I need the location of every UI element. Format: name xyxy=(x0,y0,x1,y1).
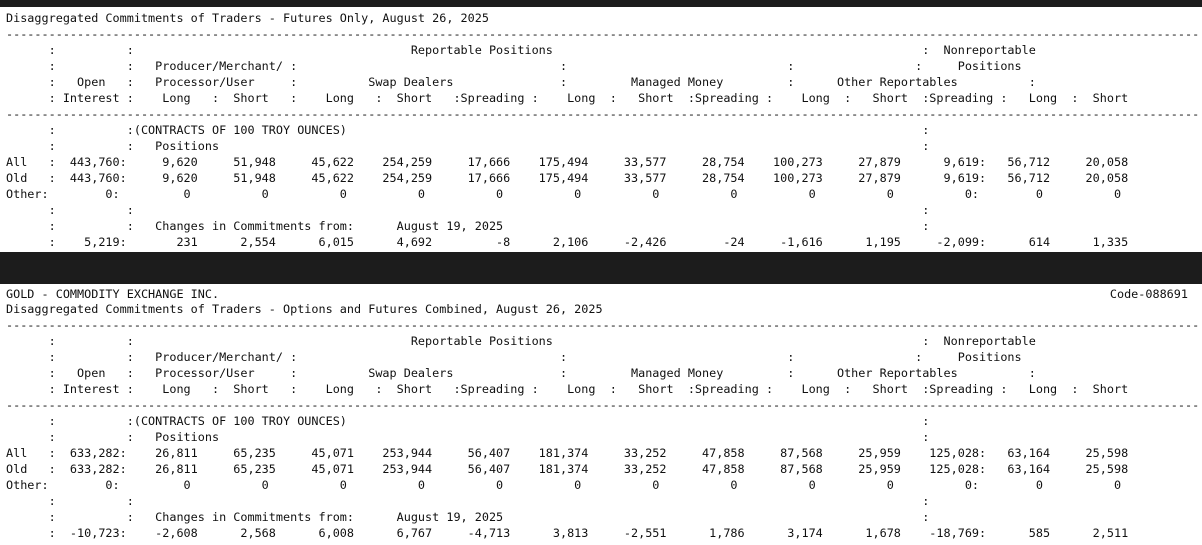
report-panel-options-futures-combined xyxy=(0,284,1202,545)
table-row: : : Reportable Positions : Nonreportable xyxy=(6,43,1036,57)
table-row: All : 443,760: 9,620 51,948 45,622 254,259 17,666 175,494 33,577 28,754 100,273 27,879 9,619: 56,712 20,058 xyxy=(6,155,1129,169)
table-row: : : Producer/Merchant/ : : : : Positions xyxy=(6,59,1022,73)
table-row: ------------------------------------------------------------------------------------------------------------------------------------------------------------------------ xyxy=(6,107,1200,121)
table-row: : Open : Processor/User : Swap Dealers : Managed Money : Other Reportables : xyxy=(6,366,1036,380)
table-row: Old : 443,760: 9,620 51,948 45,622 254,259 17,666 175,494 33,577 28,754 100,273 27,879 9,619: 56,712 20,058 xyxy=(6,171,1129,185)
table-row: ------------------------------------------------------------------------------------------------------------------------------------------------------------------------ xyxy=(6,318,1200,332)
commodity-code: Code-088691 xyxy=(1109,287,1188,301)
table-row: : : Positions : xyxy=(6,430,930,444)
table-row: : :(CONTRACTS OF 100 TROY OUNCES) : xyxy=(6,123,930,137)
table-row: Other: 0: 0 0 0 0 0 0 0 0 0 0 0: 0 0 xyxy=(6,478,1122,492)
report-panel-futures-only xyxy=(0,7,1202,252)
table-row: : Interest : Long : Short : Long : Short :Spreading : Long : Short :Spreading : Long : Short :Spreading : Long : Short xyxy=(6,91,1129,105)
table-row: ------------------------------------------------------------------------------------------------------------------------------------------------------------------------ xyxy=(6,27,1200,41)
exchange-name: GOLD - COMMODITY EXCHANGE INC. xyxy=(6,287,220,301)
table-row: : : Reportable Positions : Nonreportable xyxy=(6,334,1036,348)
table-row: : : Changes in Commitments from: August 19, 2025 : xyxy=(6,219,930,233)
table-row: : -10,723: -2,608 2,568 6,008 6,767 -4,713 3,813 -2,551 1,786 3,174 1,678 -18,769: 585 2,511 xyxy=(6,526,1129,540)
table-row: : :(CONTRACTS OF 100 TROY OUNCES) : xyxy=(6,414,930,428)
table-row: Other: 0: 0 0 0 0 0 0 0 0 0 0 0: 0 0 xyxy=(6,187,1122,201)
table-row: : : : xyxy=(6,494,930,508)
table-row: All : 633,282: 26,811 65,235 45,071 253,944 56,407 181,374 33,252 47,858 87,568 25,959 125,028: 63,164 25,598 xyxy=(6,446,1129,460)
table-row: ------------------------------------------------------------------------------------------------------------------------------------------------------------------------ xyxy=(6,398,1200,412)
table-row: : Interest : Long : Short : Long : Short :Spreading : Long : Short :Spreading : Long : Short :Spreading : Long : Short xyxy=(6,382,1129,396)
table-row: : : Changes in Commitments from: August 19, 2025 : xyxy=(6,510,930,524)
table-row: Old : 633,282: 26,811 65,235 45,071 253,944 56,407 181,374 33,252 47,858 87,568 25,959 125,028: 63,164 25,598 xyxy=(6,462,1129,476)
table-row: : : Producer/Merchant/ : : : : Positions xyxy=(6,350,1022,364)
report-title: Disaggregated Commitments of Traders - Options and Futures Combined, August 26, 2025 xyxy=(6,302,603,316)
table-row: : Open : Processor/User : Swap Dealers : Managed Money : Other Reportables : xyxy=(6,75,1036,89)
table-row: : : Positions : xyxy=(6,139,930,153)
report-title: Disaggregated Commitments of Traders - Futures Only, August 26, 2025 xyxy=(6,11,489,25)
table-row: : : : xyxy=(6,203,930,217)
table-row: : 5,219: 231 2,554 6,015 4,692 -8 2,106 -2,426 -24 -1,616 1,195 -2,099: 614 1,335 xyxy=(6,235,1129,249)
